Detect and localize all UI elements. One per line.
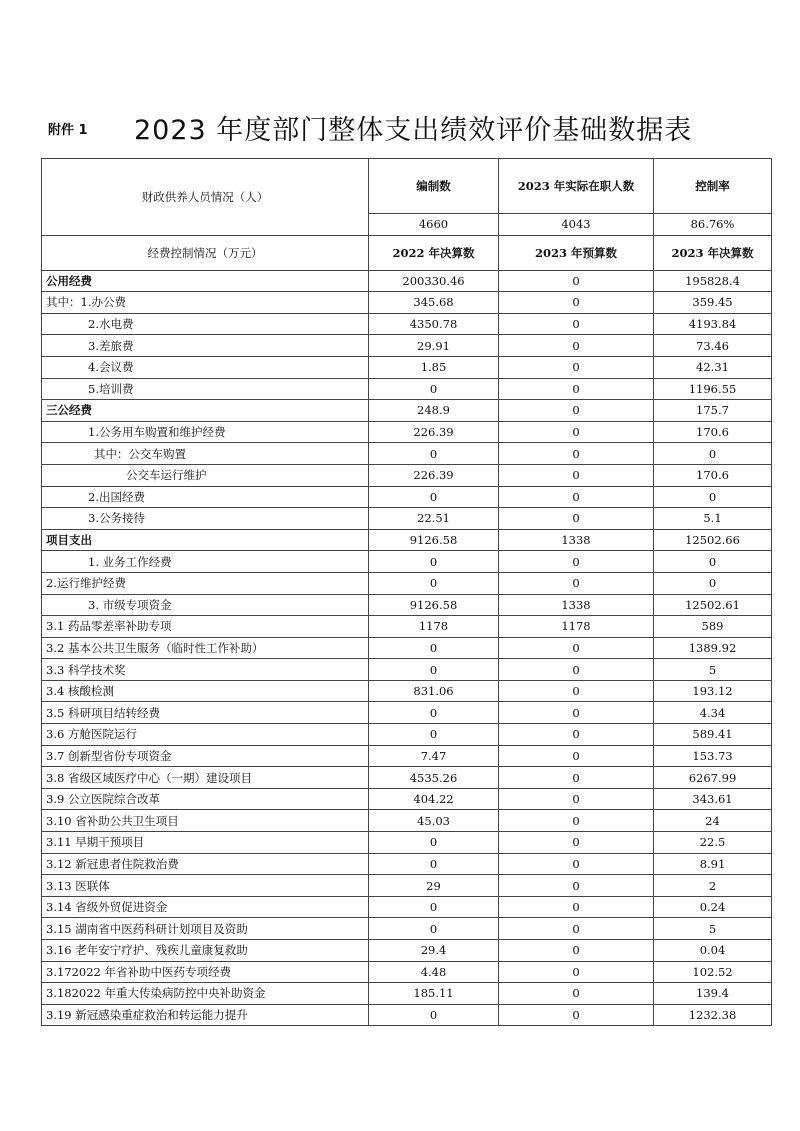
value-2023-final: 0 [654,551,772,573]
row-label: 3.差旅费 [42,335,369,357]
row-label: 1.公务用车购置和维护经费 [42,421,369,443]
table-row [42,378,772,400]
row-label: 公用经费 [42,270,369,292]
staff-actual-value: 4043 [499,214,654,236]
value-2023-budget: 0 [499,875,654,897]
value-2023-final: 4193.84 [654,313,772,335]
table-row [42,464,772,486]
value-2023-final: 1389.92 [654,637,772,659]
value-2023-final: 73.46 [654,335,772,357]
value-2023-budget: 0 [499,356,654,378]
table-row [42,702,772,724]
table-row [42,443,772,465]
table-row [42,551,772,573]
row-label: 3.1 药品零差率补助专项 [42,616,369,638]
row-label: 3.10 省补助公共卫生项目 [42,810,369,832]
table-row [42,508,772,530]
table-row [42,529,772,551]
value-2022-final: 29.91 [369,335,499,357]
row-label: 3.19 新冠感染重症救治和转运能力提升 [42,1004,369,1026]
value-2023-budget: 0 [499,292,654,314]
table-row [42,356,772,378]
row-label: 3.11 早期干预项目 [42,832,369,854]
value-2023-final: 0.24 [654,896,772,918]
value-2023-final: 193.12 [654,680,772,702]
value-2023-final: 1232.38 [654,1004,772,1026]
value-2022-final: 404.22 [369,788,499,810]
value-2023-final: 170.6 [654,464,772,486]
value-2023-budget: 0 [499,961,654,983]
table-row [42,313,772,335]
table-row [42,292,772,314]
row-label: 3.9 公立医院综合改革 [42,788,369,810]
row-label: 3.7 创新型省份专项资金 [42,745,369,767]
value-2023-final: 5.1 [654,508,772,530]
value-2022-final: 22.51 [369,508,499,530]
value-2023-budget: 0 [499,378,654,400]
table-row [42,572,772,594]
header-2023-budget: 2023 年预算数 [499,235,654,270]
value-2023-final: 5 [654,659,772,681]
value-2023-final: 359.45 [654,292,772,314]
value-2023-budget: 0 [499,810,654,832]
value-2022-final: 0 [369,443,499,465]
staff-label: 财政供养人员情况（人） [42,159,369,236]
row-label: 5.培训费 [42,378,369,400]
table-row [42,724,772,746]
value-2023-final: 0 [654,486,772,508]
row-label: 3.14 省级外贸促进资金 [42,896,369,918]
staff-quota-value: 4660 [369,214,499,236]
value-2022-final: 0 [369,637,499,659]
staff-rate-value: 86.76% [654,214,772,236]
table-row [42,767,772,789]
staff-header-row [42,159,772,214]
row-label: 4.会议费 [42,356,369,378]
value-2023-budget: 0 [499,767,654,789]
value-2022-final: 4350.78 [369,313,499,335]
value-2022-final: 226.39 [369,421,499,443]
table-row [42,983,772,1005]
value-2023-final: 24 [654,810,772,832]
value-2022-final: 1178 [369,616,499,638]
page-title: 2023 年度部门整体支出绩效评价基础数据表 [134,115,693,146]
value-2023-final: 42.31 [654,356,772,378]
value-2022-final: 200330.46 [369,270,499,292]
row-label: 3.12 新冠患者住院救治费 [42,853,369,875]
value-2022-final: 4.48 [369,961,499,983]
row-label: 项目支出 [42,529,369,551]
value-2023-final: 12502.61 [654,594,772,616]
table-row [42,680,772,702]
value-2023-budget: 0 [499,724,654,746]
value-2023-final: 0.04 [654,940,772,962]
row-label: 2.出国经费 [42,486,369,508]
value-2023-budget: 0 [499,551,654,573]
table-row [42,335,772,357]
value-2022-final: 248.9 [369,400,499,422]
row-label: 3.2 基本公共卫生服务（临时性工作补助） [42,637,369,659]
header-2022-final: 2022 年决算数 [369,235,499,270]
value-2023-budget: 1178 [499,616,654,638]
value-2023-budget: 0 [499,788,654,810]
value-2023-final: 2 [654,875,772,897]
value-2022-final: 0 [369,918,499,940]
value-2023-final: 0 [654,443,772,465]
value-2023-budget: 0 [499,853,654,875]
value-2022-final: 0 [369,853,499,875]
value-2023-final: 170.6 [654,421,772,443]
value-2023-final: 4.34 [654,702,772,724]
value-2023-budget: 0 [499,680,654,702]
table-row [42,853,772,875]
value-2023-budget: 0 [499,486,654,508]
value-2023-budget: 0 [499,400,654,422]
table-row [42,637,772,659]
row-label: 3.3 科学技术奖 [42,659,369,681]
table-row [42,832,772,854]
table-row [42,745,772,767]
value-2022-final: 0 [369,702,499,724]
row-label: 3.4 核酸检测 [42,680,369,702]
value-2023-final: 12502.66 [654,529,772,551]
value-2023-final: 0 [654,572,772,594]
row-label: 3.8 省级区域医疗中心（一期）建设项目 [42,767,369,789]
value-2023-budget: 0 [499,832,654,854]
value-2023-budget: 1338 [499,594,654,616]
table-row [42,270,772,292]
value-2023-final: 102.52 [654,961,772,983]
value-2022-final: 226.39 [369,464,499,486]
value-2023-budget: 0 [499,637,654,659]
value-2023-final: 139.4 [654,983,772,1005]
value-2022-final: 29 [369,875,499,897]
table-row [42,810,772,832]
value-2023-budget: 0 [499,335,654,357]
expense-header-row [42,235,772,270]
value-2022-final: 7.47 [369,745,499,767]
row-label: 1. 业务工作经费 [42,551,369,573]
table-row [42,896,772,918]
table-row [42,421,772,443]
table-row [42,961,772,983]
value-2023-budget: 0 [499,270,654,292]
value-2023-budget: 0 [499,1004,654,1026]
value-2023-budget: 0 [499,702,654,724]
data-table [41,158,772,1026]
value-2023-final: 195828.4 [654,270,772,292]
row-label: 3.6 方舱医院运行 [42,724,369,746]
value-2023-budget: 0 [499,896,654,918]
value-2022-final: 0 [369,378,499,400]
row-label: 2.运行维护经费 [42,572,369,594]
value-2022-final: 345.68 [369,292,499,314]
value-2023-budget: 0 [499,313,654,335]
value-2023-budget: 0 [499,464,654,486]
table-row [42,616,772,638]
value-2022-final: 185.11 [369,983,499,1005]
table-row [42,788,772,810]
value-2023-budget: 0 [499,918,654,940]
value-2023-final: 589.41 [654,724,772,746]
value-2023-final: 589 [654,616,772,638]
value-2022-final: 29.4 [369,940,499,962]
row-label: 3.15 湖南省中医药科研计划项目及资助 [42,918,369,940]
header-staff-quota: 编制数 [369,159,499,214]
table-row [42,1004,772,1026]
value-2023-final: 8.91 [654,853,772,875]
value-2022-final: 0 [369,1004,499,1026]
row-label: 3.182022 年重大传染病防控中央补助资金 [42,983,369,1005]
value-2023-budget: 0 [499,443,654,465]
row-label: 3.172022 年省补助中医药专项经费 [42,961,369,983]
row-label: 公交车运行维护 [42,464,369,486]
attachment-label: 附件 1 [48,123,88,138]
value-2023-budget: 0 [499,572,654,594]
value-2022-final: 9126.58 [369,529,499,551]
table-row [42,659,772,681]
value-2023-final: 153.73 [654,745,772,767]
table-row [42,486,772,508]
table-row [42,400,772,422]
value-2022-final: 0 [369,896,499,918]
value-2023-budget: 0 [499,421,654,443]
row-label: 其中：1.办公费 [42,292,369,314]
row-label: 3.5 科研项目结转经费 [42,702,369,724]
value-2023-final: 22.5 [654,832,772,854]
header-2023-final: 2023 年决算数 [654,235,772,270]
row-label: 三公经费 [42,400,369,422]
row-label: 2.水电费 [42,313,369,335]
value-2023-final: 1196.55 [654,378,772,400]
value-2023-final: 5 [654,918,772,940]
value-2022-final: 0 [369,659,499,681]
row-label: 其中：公交车购置 [42,443,369,465]
value-2023-budget: 0 [499,659,654,681]
header-staff-rate: 控制率 [654,159,772,214]
value-2022-final: 831.06 [369,680,499,702]
value-2022-final: 9126.58 [369,594,499,616]
value-2023-final: 175.7 [654,400,772,422]
value-2023-budget: 0 [499,508,654,530]
table-row [42,875,772,897]
expense-label: 经费控制情况（万元） [42,235,369,270]
value-2023-budget: 0 [499,745,654,767]
value-2023-final: 343.61 [654,788,772,810]
row-label: 3. 市级专项资金 [42,594,369,616]
row-label: 3.公务接待 [42,508,369,530]
value-2023-final: 6267.99 [654,767,772,789]
value-2023-budget: 0 [499,983,654,1005]
value-2022-final: 1.85 [369,356,499,378]
table-row [42,918,772,940]
header-staff-actual: 2023 年实际在职人数 [499,159,654,214]
value-2022-final: 4535.26 [369,767,499,789]
value-2023-budget: 1338 [499,529,654,551]
value-2022-final: 0 [369,551,499,573]
value-2023-budget: 0 [499,940,654,962]
value-2022-final: 0 [369,572,499,594]
row-label: 3.16 老年安宁疗护、残疾儿童康复救助 [42,940,369,962]
value-2022-final: 0 [369,724,499,746]
value-2022-final: 45.03 [369,810,499,832]
table-row [42,940,772,962]
value-2022-final: 0 [369,832,499,854]
value-2022-final: 0 [369,486,499,508]
table-row [42,594,772,616]
row-label: 3.13 医联体 [42,875,369,897]
